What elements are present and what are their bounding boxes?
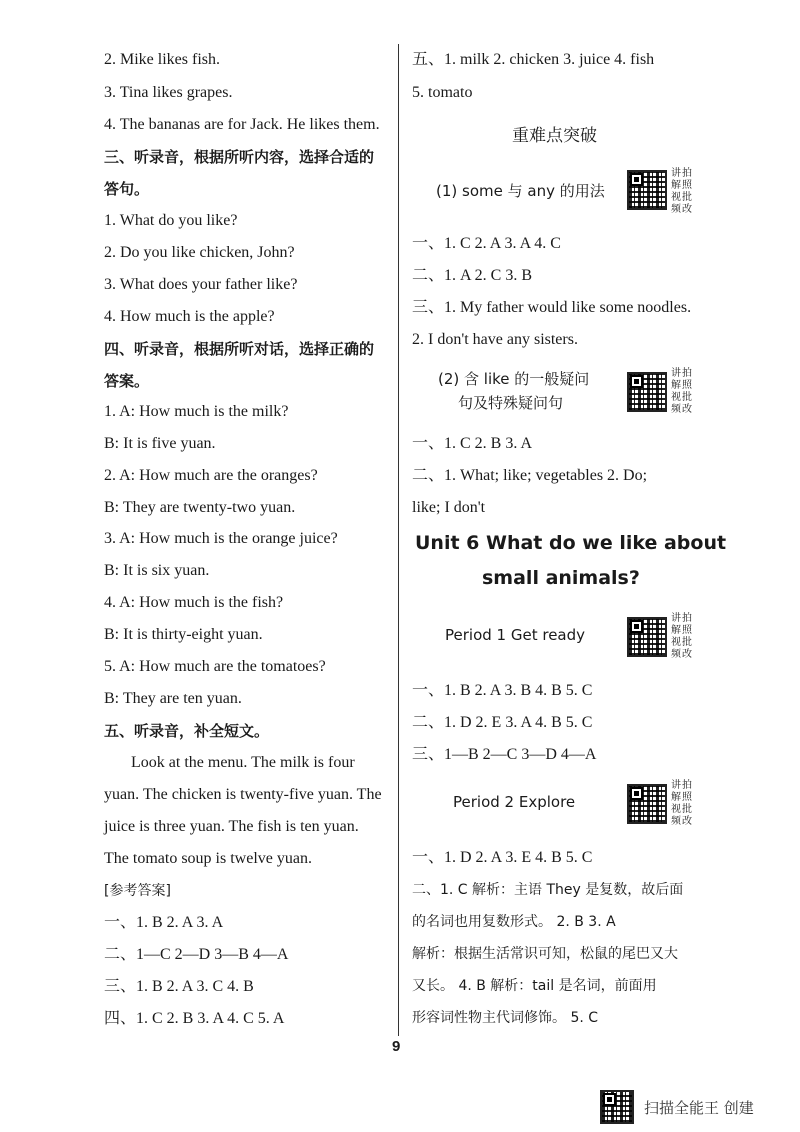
watermark-text: 扫描全能王 创建 (644, 1098, 754, 1117)
answer-line: 二、1. C 解析：主语 They 是复数，故后面 (412, 882, 684, 898)
answer-line: 三、1. B 2. A 3. C 4. B (104, 978, 254, 995)
answer-line: 四、1. C 2. B 3. A 4. C 5. A (104, 1010, 285, 1027)
answer-line: 五、1. milk 2. chicken 3. juice 4. fish (412, 51, 655, 68)
subsection-title: (1) some 与 any 的用法 (436, 182, 605, 200)
answer-line: 2. I don't have any sisters. (412, 331, 578, 348)
unit-title: Unit 6 What do we like about (415, 532, 727, 554)
answer-line: 5. tomato (412, 84, 473, 101)
answer-line: 解析：根据生活常识可知，松鼠的尾巴又大 (412, 946, 678, 962)
answer-line: like; I don't (412, 499, 486, 516)
answer-line: 2. Do you like chicken, John? (104, 244, 295, 261)
passage-line: yuan. The chicken is twenty-five yuan. The (104, 786, 382, 803)
dialogue-line: 2. A: How much are the oranges? (104, 467, 318, 484)
section-heading: 答案。 (104, 372, 150, 390)
dialogue-line: 1. A: How much is the milk? (104, 403, 289, 420)
section-heading: 五、听录音，补全短文。 (104, 722, 270, 740)
answer-line: 三、1—B 2—C 3—D 4—A (412, 746, 597, 763)
qr-code-icon (600, 1090, 634, 1124)
dialogue-line: B: It is six yuan. (104, 562, 210, 579)
subsection-title: (2) 含 like 的一般疑问 (438, 370, 590, 388)
answer-line: 二、1. What; like; vegetables 2. Do; (412, 467, 648, 484)
section-heading: 四、听录音，根据所听对话，选择正确的 (104, 340, 375, 358)
answer-line: 3. Tina likes grapes. (104, 84, 233, 101)
qr-code-icon[interactable] (627, 170, 667, 210)
dialogue-line: 4. A: How much is the fish? (104, 594, 284, 611)
dialogue-line: B: They are ten yuan. (104, 690, 242, 707)
qr-label: 讲拍解照视批频改 (671, 613, 693, 660)
answer-line: 3. What does your father like? (104, 276, 298, 293)
scanner-watermark (600, 1090, 754, 1124)
dialogue-line: 5. A: How much are the tomatoes? (104, 658, 326, 675)
subsection-title: 句及特殊疑问句 (458, 394, 564, 412)
qr-label: 讲拍解照视批频改 (671, 780, 693, 827)
page-number: 9 (392, 1038, 401, 1055)
answer-line: 2. Mike likes fish. (104, 51, 220, 68)
answer-line: 二、1—C 2—D 3—B 4—A (104, 946, 289, 963)
answer-line: 一、1. D 2. A 3. E 4. B 5. C (412, 849, 593, 866)
answer-line: 4. The bananas are for Jack. He likes them. (104, 116, 380, 133)
reference-answers-label: [参考答案] (104, 883, 171, 899)
column-divider (398, 44, 399, 1036)
answer-line: 一、1. B 2. A 3. B 4. B 5. C (412, 682, 593, 699)
answer-line: 的名词也用复数形式。 2. B 3. A (412, 914, 616, 930)
period-title: Period 2 Explore (453, 793, 576, 811)
dialogue-line: B: It is thirty-eight yuan. (104, 626, 263, 643)
answer-line: 又长。 4. B 解析：tail 是名词，前面用 (412, 978, 657, 994)
qr-label: 讲拍解照视批频改 (671, 368, 693, 415)
answer-line: 二、1. A 2. C 3. B (412, 267, 533, 284)
passage-line: The tomato soup is twelve yuan. (104, 850, 312, 867)
dialogue-line: B: They are twenty-two yuan. (104, 499, 296, 516)
unit-title: small animals? (482, 567, 640, 589)
qr-label: 讲拍解照视批频改 (671, 168, 693, 215)
section-heading: 答句。 (104, 180, 150, 198)
passage-line: Look at the menu. The milk is four (131, 754, 355, 771)
answer-line: 二、1. D 2. E 3. A 4. B 5. C (412, 714, 593, 731)
answer-line: 三、1. My father would like some noodles. (412, 299, 692, 316)
qr-code-icon[interactable] (627, 617, 667, 657)
section-heading: 三、听录音，根据所听内容，选择合适的 (104, 148, 375, 166)
answer-line: 4. How much is the apple? (104, 308, 275, 325)
answer-line: 一、1. C 2. A 3. A 4. C (412, 235, 561, 252)
qr-code-icon[interactable] (627, 372, 667, 412)
answer-line: 1. What do you like? (104, 212, 238, 229)
period-title: Period 1 Get ready (445, 626, 586, 644)
answer-line: 一、1. C 2. B 3. A (412, 435, 533, 452)
qr-code-icon[interactable] (627, 784, 667, 824)
answer-line: 形容词性物主代词修饰。 5. C (412, 1010, 599, 1026)
section-title: 重难点突破 (512, 126, 597, 146)
passage-line: juice is three yuan. The fish is ten yuan. (104, 818, 359, 835)
dialogue-line: B: It is five yuan. (104, 435, 216, 452)
answer-line: 一、1. B 2. A 3. A (104, 914, 224, 931)
dialogue-line: 3. A: How much is the orange juice? (104, 530, 338, 547)
